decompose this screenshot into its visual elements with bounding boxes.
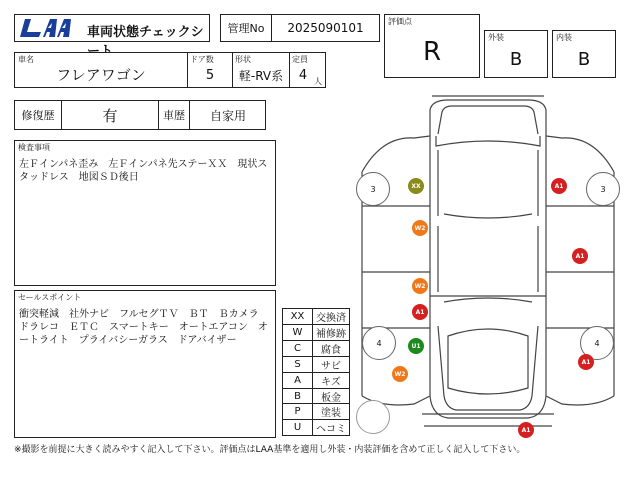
tire-front-left: 3 — [356, 172, 390, 206]
control-no-box — [220, 14, 380, 42]
damage-legend — [282, 308, 350, 436]
capacity-label: 定員 — [292, 55, 308, 64]
rating-box — [384, 14, 480, 78]
repair-history-label: 修復歴 — [21, 109, 55, 122]
interior-label: 内装 — [556, 33, 572, 42]
damage-marker: A1 — [412, 304, 428, 320]
legend-row: U ヘコミ — [283, 419, 349, 435]
history-row — [14, 100, 266, 130]
damage-marker: W2 — [412, 220, 428, 236]
car-outline — [352, 96, 624, 440]
damage-marker: W2 — [392, 366, 408, 382]
car-name-label: 車名 — [18, 55, 34, 64]
rating-value: R — [422, 37, 442, 67]
damage-marker: XX — [408, 178, 424, 194]
damage-marker: W2 — [412, 278, 428, 294]
shape-label: 形状 — [235, 55, 251, 64]
capacity-value: 4 — [298, 67, 308, 83]
sales-points-text: 衝突軽減 社外ナビ フルセグＴＶ ＢＴ Ｂカメラ ドラレコ ＥＴＣ スマートキー オートエアコン オートライト プライバシーガラス ドアバイザー — [19, 309, 269, 346]
doors-value: 5 — [205, 67, 215, 83]
damage-marker: A1 — [551, 178, 567, 194]
legend-row: XX 交換済 — [283, 309, 349, 324]
interior-value: B — [577, 48, 591, 70]
sales-points-label: セールスポイント — [18, 293, 82, 302]
legend-row: S サビ — [283, 356, 349, 372]
shape-value: 軽-RV系 — [238, 68, 284, 83]
laa-logo — [19, 17, 75, 39]
exterior-label: 外装 — [488, 33, 504, 42]
interior-rating-box — [552, 30, 616, 78]
page-title: 車両状態チェックシ — [87, 25, 204, 40]
vehicle-info-row — [14, 52, 326, 88]
damage-marker: A1 — [518, 422, 534, 438]
tire-front-right: 3 — [586, 172, 620, 206]
control-no-label: 管理No — [227, 22, 265, 35]
damage-marker: A1 — [578, 354, 594, 370]
car-name-value: フレアワゴン — [56, 65, 146, 84]
damage-marker: U1 — [408, 338, 424, 354]
inspection-box — [14, 140, 276, 286]
tire-rear-right: 4 — [580, 326, 614, 360]
footer-note: ※撮影を前提に大きく読みやすく記入して下さい。評価点はLAA基準を適用し外装・内装評価を含めて正しく記入して下さい。 — [14, 445, 526, 455]
usage-history-label: 車歴 — [163, 109, 185, 122]
sales-points-box — [14, 290, 276, 438]
usage-history-value: 自家用 — [209, 108, 246, 123]
capacity-unit: 人 — [314, 77, 322, 86]
rating-label: 評価点 — [388, 17, 412, 26]
inspection-text: 左Ｆインパネ歪み 左Ｆインパネ先ステーＸＸ 現状スタッドレス 地図ＳＤ後日 — [19, 159, 268, 183]
legend-row: W 補修跡 — [283, 324, 349, 340]
car-damage-diagram — [352, 96, 624, 440]
legend-row: B 板金 — [283, 388, 349, 404]
damage-marker: A1 — [572, 248, 588, 264]
spare-tire — [356, 400, 390, 434]
header-title-box — [14, 14, 210, 42]
doors-label: ドア数 — [190, 55, 214, 64]
repair-history-value: 有 — [102, 106, 118, 125]
legend-row: A キズ — [283, 372, 349, 388]
exterior-value: B — [509, 48, 523, 70]
inspection-label: 検査事項 — [18, 143, 50, 152]
exterior-rating-box — [484, 30, 548, 78]
laa-logo-mark — [19, 17, 75, 39]
control-no-value: 2025090101 — [287, 21, 364, 35]
legend-row: C 腐食 — [283, 340, 349, 356]
tire-rear-left: 4 — [362, 326, 396, 360]
legend-row: P 塗装 — [283, 403, 349, 419]
